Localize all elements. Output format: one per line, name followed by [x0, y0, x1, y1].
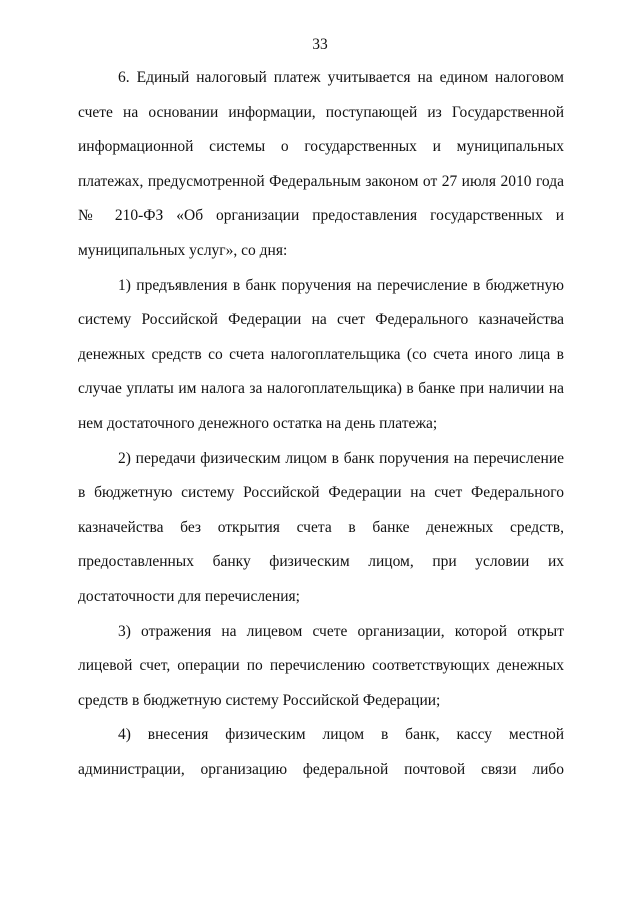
- document-body: [78, 61, 564, 787]
- paragraph-6: 6. Единый налоговый платеж учитывается на едином налоговом счете на основании информации, поступающей из Государственной информационной системы о государственных и муниципальных платежах, предусмотренной Федеральным законом от 27 июля 2010 года № 210-ФЗ «Об организации предоставления государственных и муниципальных услуг», со дня:: [78, 69, 564, 259]
- paragraph-item-4: 4) внесения физическим лицом в банк, кассу местной администрации, организацию федеральной почтовой связи либо: [78, 726, 564, 778]
- paragraph-item-1: 1) предъявления в банк поручения на перечисление в бюджетную систему Российской Федерации на счет Федерального казначейства денежных средств со счета налогоплательщика (со счета иного лица в случае уплаты им налога за налогоплательщика) в банке при наличии на нем достаточного денежного остатка на день платежа;: [78, 276, 564, 432]
- paragraph-item-3: 3) отражения на лицевом счете организации, которой открыт лицевой счет, операции по перечислению соответствующих денежных средств в бюджетную систему Российской Федерации;: [78, 622, 564, 709]
- paragraph-item-2: 2) передачи физическим лицом в банк поручения на перечисление в бюджетную систему Российской Федерации на счет Федерального казначейства без открытия счета в банке денежных средств, предоставленных банку физическим лицом, при условии их достаточности для перечисления;: [78, 449, 564, 605]
- page-number: 33: [312, 36, 328, 53]
